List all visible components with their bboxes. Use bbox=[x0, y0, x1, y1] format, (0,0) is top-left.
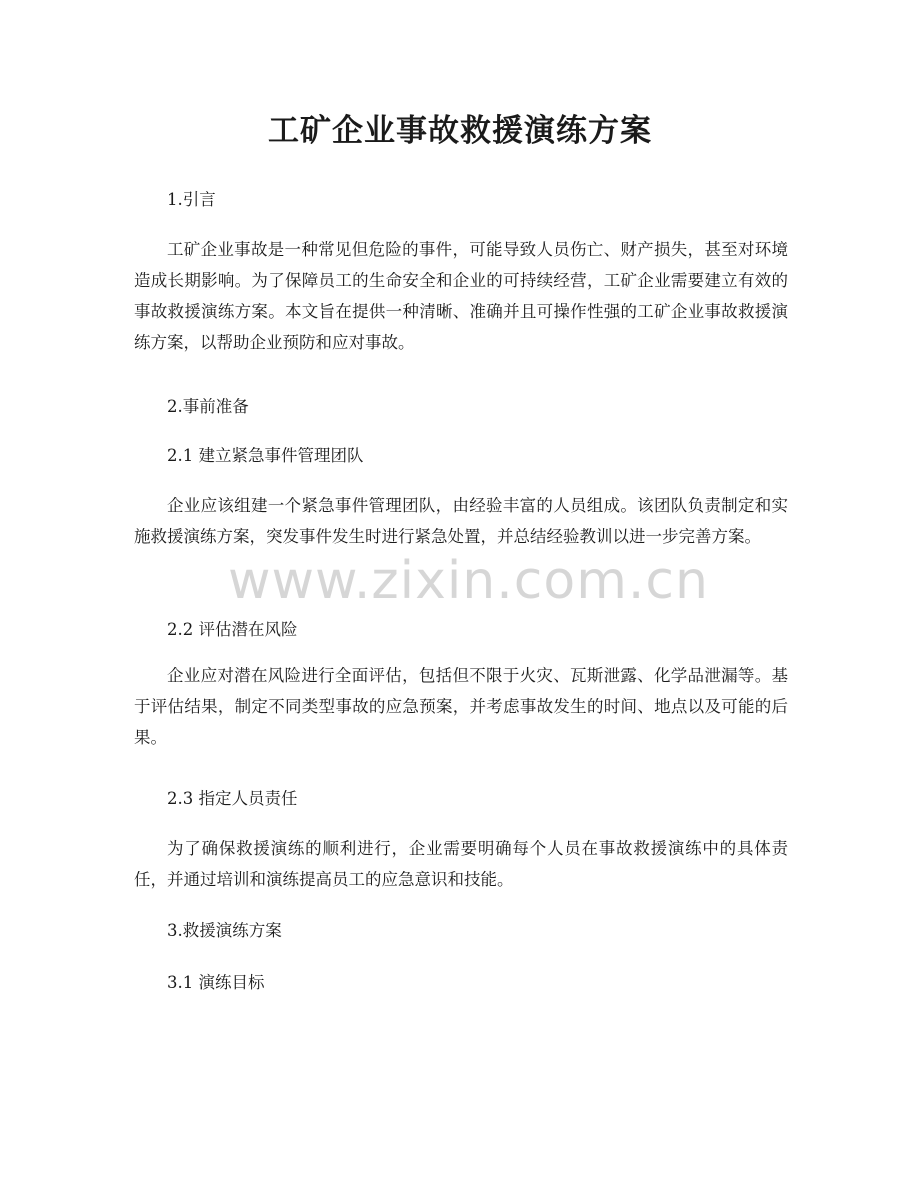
subsection-heading-3-1: 3.1 演练目标 bbox=[167, 973, 265, 992]
subsection-heading-2-2: 2.2 评估潜在风险 bbox=[167, 620, 298, 639]
section-heading-drill-plan: 3.救援演练方案 bbox=[167, 921, 282, 940]
paragraph-intro: 工矿企业事故是一种常见但危险的事件，可能导致人员伤亡、财产损失，甚至对环境造成长期影响。为了保障员工的生命安全和企业的可持续经营，工矿企业需要建立有效的事故救援演练方案。本文旨在提供一种清晰、准确并且可操作性强的工矿企业事故救援演练方案，以帮助企业预防和应对事故。 bbox=[134, 240, 788, 352]
watermark-text: www.zixin.com.cn bbox=[228, 551, 709, 611]
section-heading-intro: 1.引言 bbox=[167, 190, 216, 209]
subsection-heading-2-3: 2.3 指定人员责任 bbox=[167, 789, 298, 808]
section-heading-preparation: 2.事前准备 bbox=[167, 397, 249, 416]
document-title: 工矿企业事故救援演练方案 bbox=[268, 113, 652, 149]
paragraph-2-3: 为了确保救援演练的顺利进行，企业需要明确每个人员在事故救援演练中的具体责任，并通过培训和演练提高员工的应急意识和技能。 bbox=[134, 839, 788, 889]
paragraph-2-1: 企业应该组建一个紧急事件管理团队，由经验丰富的人员组成。该团队负责制定和实施救援演练方案，突发事件发生时进行紧急处置，并总结经验教训以进一步完善方案。 bbox=[134, 496, 788, 546]
paragraph-2-2: 企业应对潜在风险进行全面评估，包括但不限于火灾、瓦斯泄露、化学品泄漏等。基于评估结果，制定不同类型事故的应急预案，并考虑事故发生的时间、地点以及可能的后果。 bbox=[134, 666, 788, 747]
subsection-heading-2-1: 2.1 建立紧急事件管理团队 bbox=[167, 446, 364, 465]
